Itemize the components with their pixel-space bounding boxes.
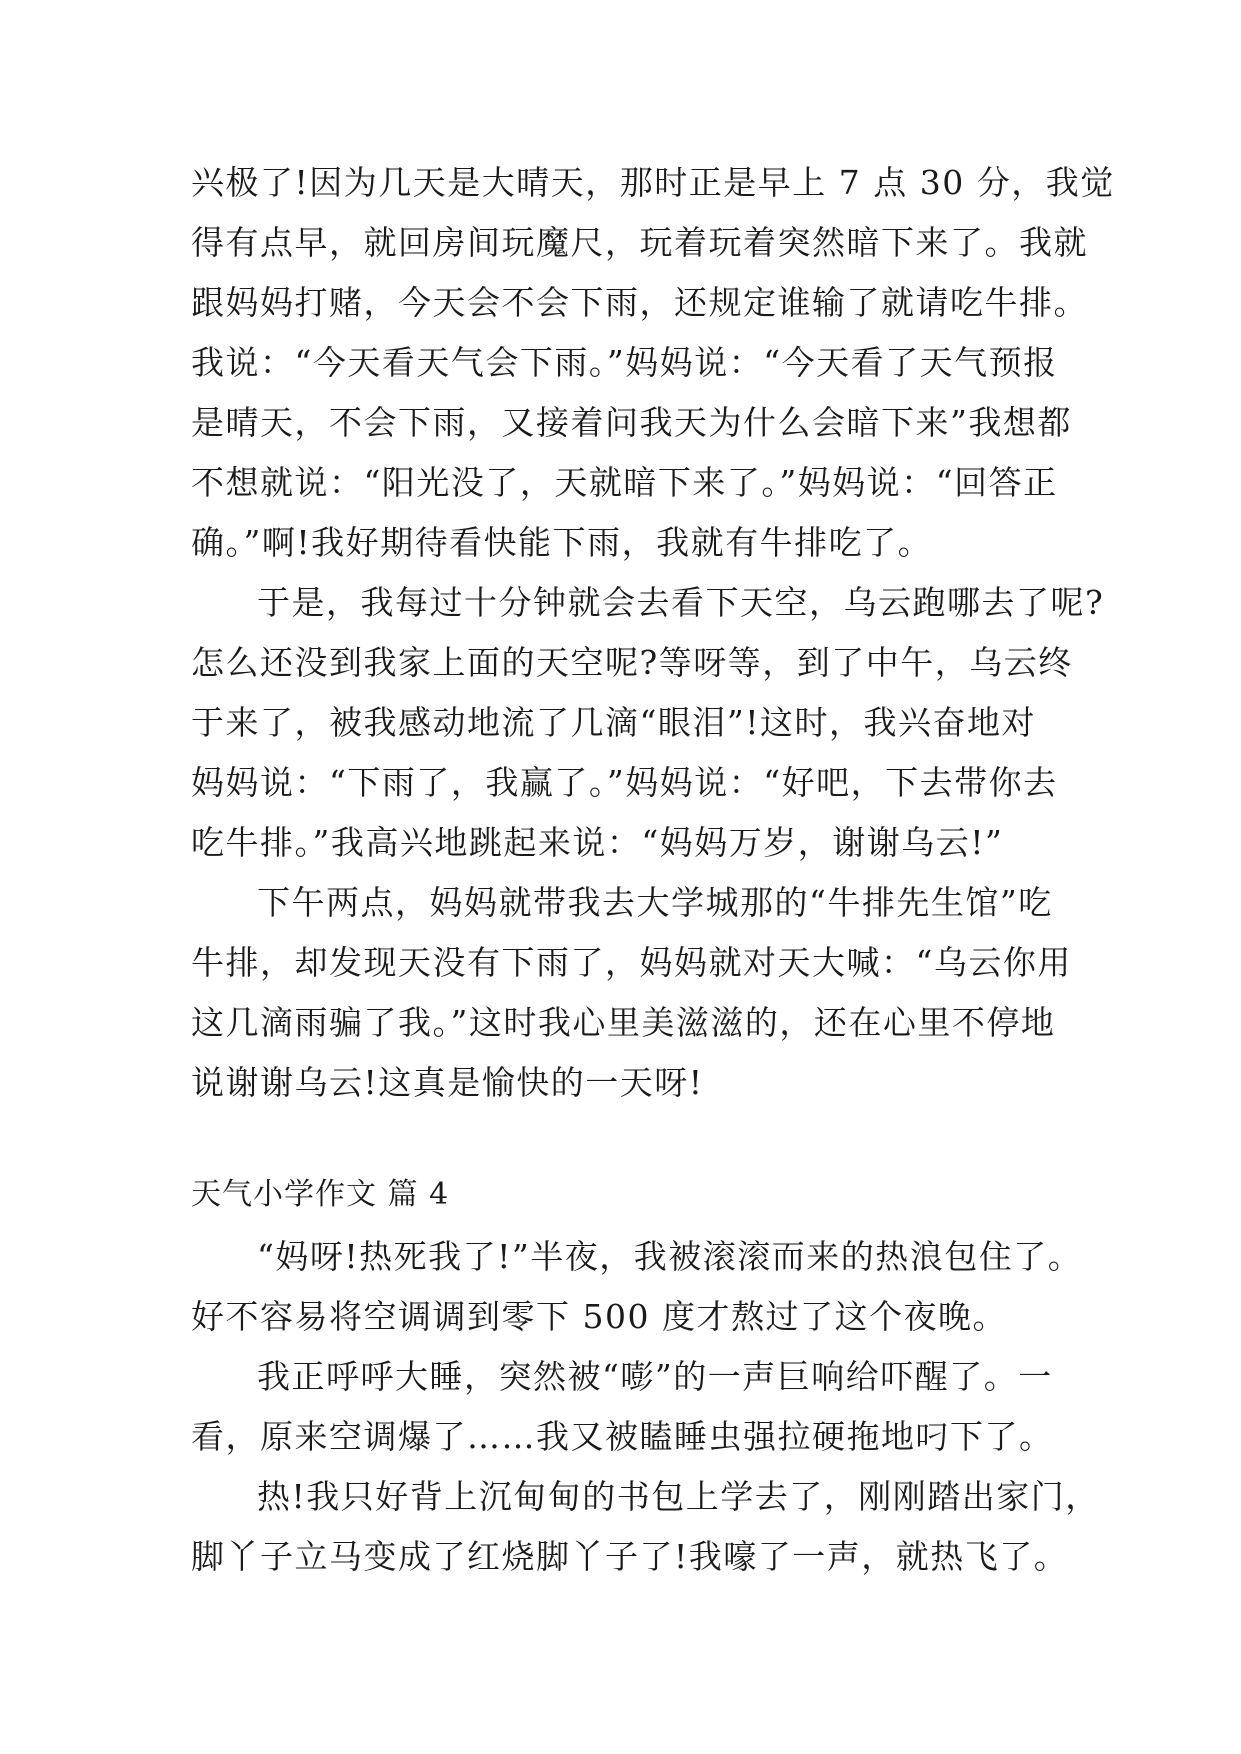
text-line: 不想就说：“阳光没了，天就暗下来了。”妈妈说：“回答正 xyxy=(191,463,1058,502)
text-line: 是晴天，不会下雨，又接着问我天为什么会暗下来”我想都 xyxy=(191,403,1072,442)
text-line: 于是，我每过十分钟就会去看下天空，乌云跑哪去了呢? xyxy=(257,583,1105,622)
text-line: 牛排，却发现天没有下雨了，妈妈就对天大喊：“乌云你用 xyxy=(191,943,1072,982)
text-line: 我正呼呼大睡，突然被“嘭”的一声巨响给吓醒了。一 xyxy=(257,1357,1053,1396)
text-line: 热!我只好背上沉甸甸的书包上学去了，刚刚踏出家门， xyxy=(257,1477,1100,1516)
text-line: 跟妈妈打赌，今天会不会下雨，还规定谁输了就请吃牛排。 xyxy=(191,283,1088,322)
text-line: 脚丫子立马变成了红烧脚丫子了!我嚎了一声，就热飞了。 xyxy=(191,1537,1069,1576)
text-line: 兴极了!因为几天是大晴天，那时正是早上 7 点 30 分，我觉 xyxy=(191,163,1115,202)
text-line: 下午两点，妈妈就带我去大学城那的“牛排先生馆”吃 xyxy=(257,883,1053,922)
text-line: 这几滴雨骗了我。”这时我心里美滋滋的，还在心里不停地 xyxy=(191,1003,1056,1042)
text-line: 怎么还没到我家上面的天空呢?等呀等，到了中午，乌云终 xyxy=(191,643,1073,682)
text-line: 看，原来空调爆了……我又被瞌睡虫强拉硬拖地叼下了。 xyxy=(191,1417,1054,1456)
text-line: 妈妈说：“下雨了，我赢了。”妈妈说：“好吧，下去带你去 xyxy=(191,763,1058,802)
text-line: 说谢谢乌云!这真是愉快的一天呀! xyxy=(191,1063,704,1102)
text-line: 确。”啊!我好期待看快能下雨，我就有牛排吃了。 xyxy=(191,523,933,562)
text-line: 得有点早，就回房间玩魔尺，玩着玩着突然暗下来了。我就 xyxy=(191,223,1088,262)
text-line: 好不容易将空调调到零下 500 度才熬过了这个夜晚。 xyxy=(191,1297,1007,1336)
text-line: 于来了，被我感动地流了几滴“眼泪”!这时，我兴奋地对 xyxy=(191,703,1037,742)
text-line: 我说：“今天看天气会下雨。”妈妈说：“今天看了天气预报 xyxy=(191,343,1058,382)
text-line: 吃牛排。”我高兴地跳起来说：“妈妈万岁，谢谢乌云!” xyxy=(191,823,1004,862)
section-heading: 天气小学作文 篇 4 xyxy=(191,1177,450,1212)
text-line: “妈呀!热死我了!”半夜，我被滚滚而来的热浪包住了。 xyxy=(257,1237,1083,1276)
